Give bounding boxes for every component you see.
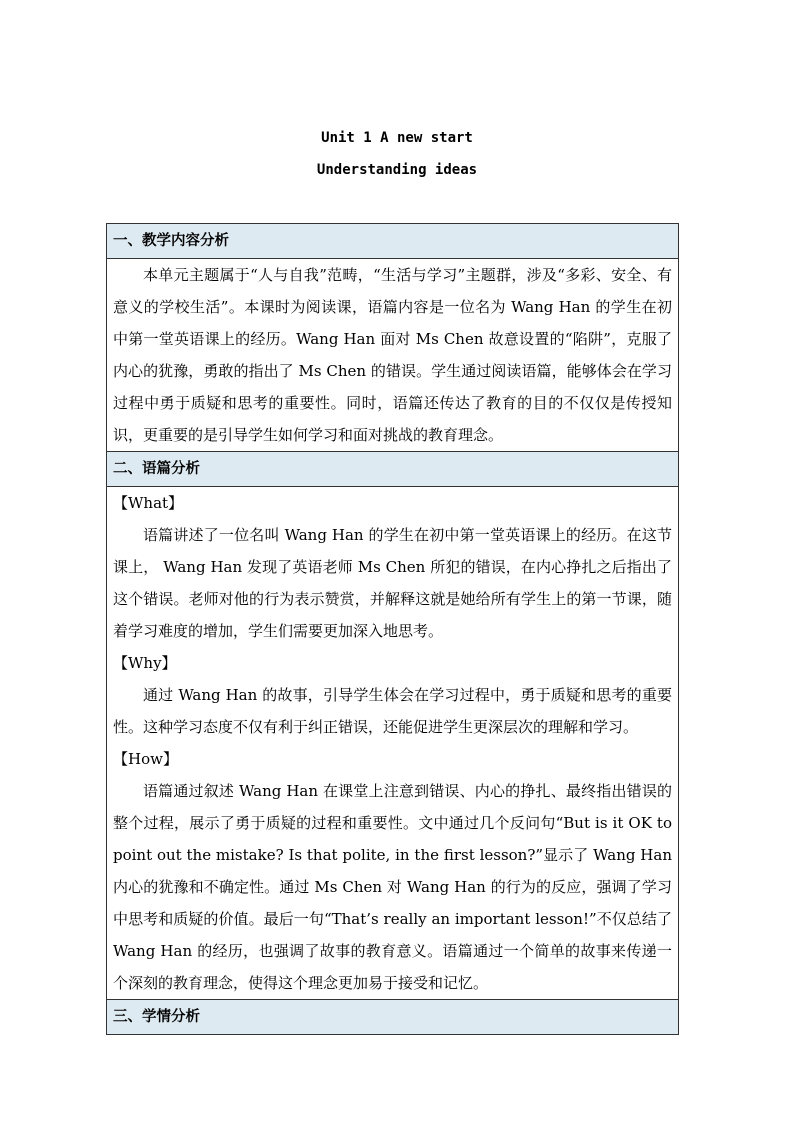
section-header-row <box>107 1000 679 1035</box>
content-analysis-cell <box>107 259 679 452</box>
text-analysis-cell <box>107 487 679 1000</box>
why-text: 通过 Wang Han 的故事，引导学生体会在学习过程中，勇于质疑和思考的重要性。这种学习态度不仅有利于纠正错误，还能促进学生更深层次的理解和学习。 <box>113 686 672 736</box>
student-analysis-heading: 三、学情分析 <box>107 1000 679 1035</box>
content-analysis-heading: 一、教学内容分析 <box>107 224 679 259</box>
how-text: 语篇通过叙述 Wang Han 在课堂上注意到错误、内心的挣扎、最终指出错误的整个过程，展示了勇于质疑的过程和重要性。文中通过几个反问句“But is it OK to point out the mistake? Is that polite, in the first lesson?”显示了 Wang Han 内心的犹豫和不确定性。通过 Ms Chen 对 Wang Han 的行为的反应，强调了学习中思考和质疑的价值。最后一句“That’s really an important lesson!”不仅总结了 Wang Han 的经历，也强调了故事的教育意义。语篇通过一个简单的故事来传递一个深刻的教育理念，使得这个理念更加易于接受和记忆。 <box>113 782 672 992</box>
why-tag: 【Why】 <box>113 654 177 672</box>
section-header-row <box>107 452 679 487</box>
section-body-row <box>107 487 679 1000</box>
unit-title: Unit 1 A new start <box>321 130 473 146</box>
content-analysis-text: 本单元主题属于“人与自我”范畴，“生活与学习”主题群，涉及“多彩、安全、有意义的学校生活”。本课时为阅读课，语篇内容是一位名为 Wang Han 的学生在初中第一堂英语课上的经历。Wang Han 面对 Ms Chen 故意设置的“陷阱”，克服了内心的犹豫，勇敢的指出了 Ms Chen 的错误。学生通过阅读语篇，能够体会在学习过程中勇于质疑和思考的重要性。同时，语篇还传达了教育的目的不仅仅是传授知识，更重要的是引导学生如何学习和面对挑战的教育理念。 <box>113 266 672 444</box>
what-text: 语篇讲述了一位名叫 Wang Han 的学生在初中第一堂英语课上的经历。在这节课上， Wang Han 发现了英语老师 Ms Chen 所犯的错误，在内心挣扎之后指出了这个错误。老师对他的行为表示赞赏，并解释这就是她给所有学生上的第一节课，随着学习难度的增加，学生们需要更加深入地思考。 <box>113 526 672 640</box>
how-tag: 【How】 <box>113 750 178 768</box>
section-header-row <box>107 224 679 259</box>
lesson-title: Understanding ideas <box>316 162 478 178</box>
section-body-row <box>107 259 679 452</box>
what-tag: 【What】 <box>113 494 184 512</box>
text-analysis-heading: 二、语篇分析 <box>107 452 679 487</box>
lesson-plan-table <box>106 223 679 1035</box>
